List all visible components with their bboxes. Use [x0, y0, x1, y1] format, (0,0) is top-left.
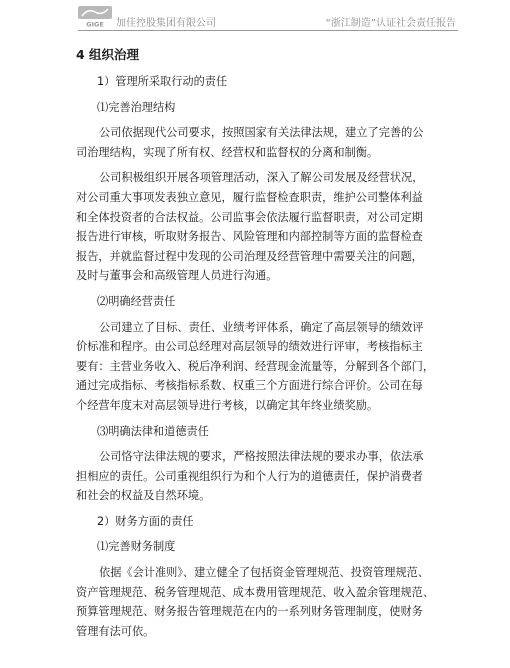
logo-icon — [78, 6, 112, 28]
subheading-text: ⑴完善财务制度 — [97, 540, 176, 554]
paragraph-line: 个经营年度末对高层领导进行考核，以确定其年终业绩奖励。 — [76, 398, 379, 412]
paragraph-line: 依据《会计准则》、建立健全了包括资金管理规范、投资管理规范、 — [99, 566, 430, 580]
logo-text: GIGE — [86, 20, 104, 28]
subheading — [76, 98, 458, 118]
company-logo — [78, 6, 112, 28]
page-header — [0, 0, 510, 36]
paragraph-line: 报告，并就监督过程中发现的公司治理及经营管理中需要关注的问题， — [76, 249, 423, 263]
subheading — [76, 537, 458, 557]
subheading — [76, 512, 458, 532]
document-body — [76, 46, 458, 641]
subheading-text: 1）管理所采取行动的责任 — [97, 75, 228, 88]
report-title: “浙江制造”认证社会责任报告 — [325, 18, 456, 29]
content-blocks — [76, 72, 458, 641]
paragraph — [76, 563, 458, 641]
paragraph-line: 公司依据现代公司要求，按照国家有关法律法规，建立了完善的公 — [99, 126, 424, 140]
subheading-text: ⑴完善治理结构 — [97, 100, 176, 114]
paragraph-line: 价标准和程序。由公司总经理对高层领导的绩效进行评审，考核指标主 — [76, 340, 423, 354]
paragraph-line: 公司建立了目标、责任、业绩考评体系，确定了高层领导的绩效评 — [99, 320, 424, 334]
paragraph — [76, 123, 458, 162]
paragraph-line: 公司恪守法律法规的要求，严格按照法律法规的要求办事，依法承 — [99, 450, 424, 464]
paragraph — [76, 318, 458, 416]
paragraph-line: 和全体投资者的合法权益。公司监事会依法履行监督职责，对公司定期 — [76, 210, 423, 224]
paragraph-line: 资产管理规范、税务管理规范、成本费用管理规范、收入盈余管理规范、 — [76, 585, 435, 599]
company-name: 加佳控股集团有限公司 — [116, 18, 216, 29]
paragraph-line: 对公司重大事项发表独立意见，履行监督检查职责，维护公司整体利益 — [76, 190, 423, 204]
subheading-text: 2）财务方面的责任 — [97, 514, 194, 528]
header-divider — [78, 30, 458, 31]
paragraph-line: 和社会的权益及自然环境。 — [76, 489, 211, 503]
paragraph-line: 公司积极组织开展各项管理活动，深入了解公司发展及经营状况， — [99, 171, 424, 185]
paragraph-line: 及时与董事会和高级管理人员进行沟通。 — [76, 269, 278, 283]
paragraph — [76, 168, 458, 286]
subheading-text: ⑵明确经营责任 — [97, 294, 176, 308]
paragraph-line: 管理有法可依。 — [76, 624, 155, 638]
paragraph-line: 报告进行审核，听取财务报告、风险管理和内部控制等方面的监督检查 — [76, 230, 423, 244]
subheading-text: ⑶明确法律和道德责任 — [97, 424, 209, 438]
section-title: 4 组织治理 — [76, 47, 140, 62]
paragraph-line: 通过完成指标、考核指标系数、权重三个方面进行综合评价。公司在每 — [76, 379, 423, 393]
paragraph — [76, 447, 458, 506]
subheading — [76, 292, 458, 312]
spacer — [76, 64, 458, 72]
paragraph-line: 司治理结构，实现了所有权、经营权和监督权的分离和制衡。 — [76, 145, 379, 159]
paragraph-line: 担相应的责任。公司重视组织行为和个人行为的道德责任，保护消费者 — [76, 469, 423, 483]
subheading — [76, 422, 458, 442]
paragraph-line: 要有：主营业务收入、税后净利润、经营现金流量等，分解到各个部门， — [76, 359, 435, 373]
subheading — [76, 72, 458, 92]
paragraph-line: 预算管理规范、财务报告管理规范在内的一系列财务管理制度，使财务 — [76, 605, 423, 619]
